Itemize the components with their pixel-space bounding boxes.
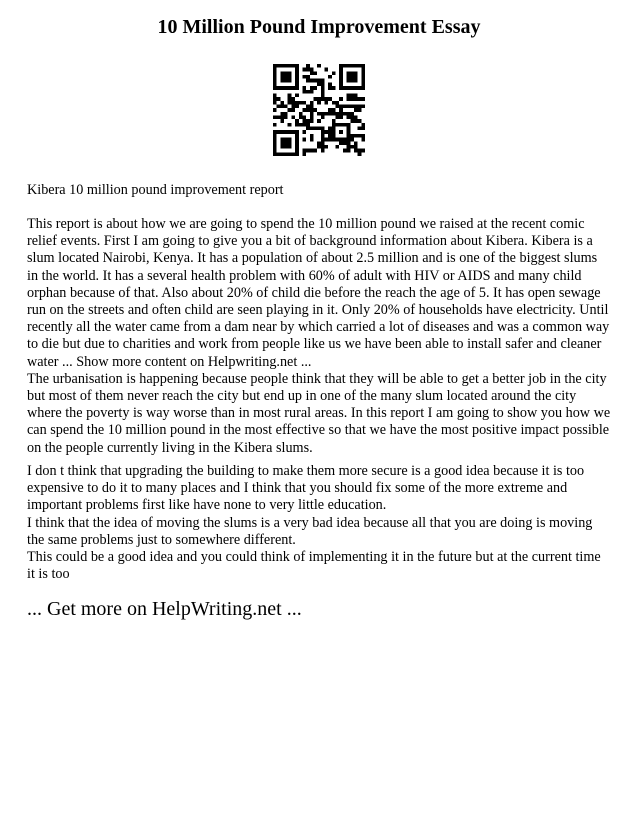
text-line: can spend the 10 million pound in the most effective so that we have the most positive impact possible [27,422,610,439]
text-line: slum located Nairobi, Kenya. It has a population of about 2.5 million and is one of the biggest slums [27,250,598,267]
text-line: the same problems just to somewhere different. [27,531,296,548]
text-line: The urbanisation is happening because people think that they will be able to get a better job in the city [27,370,607,387]
text-line: run on the streets and often child are seen playing in it. Only 20% of households have electricity. Until [27,302,609,319]
text-line: expensive to do it to many places and I think that you should fix some of the more extreme and [27,480,568,497]
text-line: orphan because of that. Also about 20% of child die before the reach the age of 5. It has open sewage [27,284,601,301]
paragraph-discussion [27,463,613,583]
text-line: recently all the water came from a dam near by which carried a lot of diseases and was a common way [27,319,610,336]
report-subtitle: Kibera 10 million pound improvement report [27,182,284,198]
text-line: in the world. It has a several health problem with 60% of adult with HIV or AIDS and many child [27,267,582,284]
text-line: This report is about how we are going to spend the 10 million pound we raised at the recent comic [27,216,585,232]
text-line: relief events. First I am going to give you a bit of background information about Kibera. Kibera is a [27,233,593,250]
text-line: but most of them never reach the city but end up in one of the many slum located around the city [27,388,577,405]
qr-code-image [273,64,365,156]
text-line: on the people currently living in the Kibera slums. [27,439,313,456]
text-line: important problems first like have none to very little education. [27,497,387,514]
paragraph-intro [27,216,613,457]
text-line: to die but due to charities and work from people like us we have been able to install safer and cleaner [27,336,602,353]
get-more-link[interactable]: ... Get more on HelpWriting.net ... [27,598,302,620]
page-title: 10 Million Pound Improvement Essay [157,16,481,38]
text-line: This could be a good idea and you could think of implementing it in the future but at the current time [27,549,601,566]
text-line: water ... Show more content on Helpwriting.net ... [27,353,312,370]
text-line: it is too [27,566,70,583]
text-line: I think that the idea of moving the slums is a very bad idea because all that you are doing is moving [27,514,593,531]
text-line: where the poverty is way worse than in most rural areas. In this report I am going to show you how we [27,405,611,422]
text-line: I don t think that upgrading the building to make them more secure is a good idea because it is too [27,463,585,479]
qr-code-icon [273,64,365,156]
